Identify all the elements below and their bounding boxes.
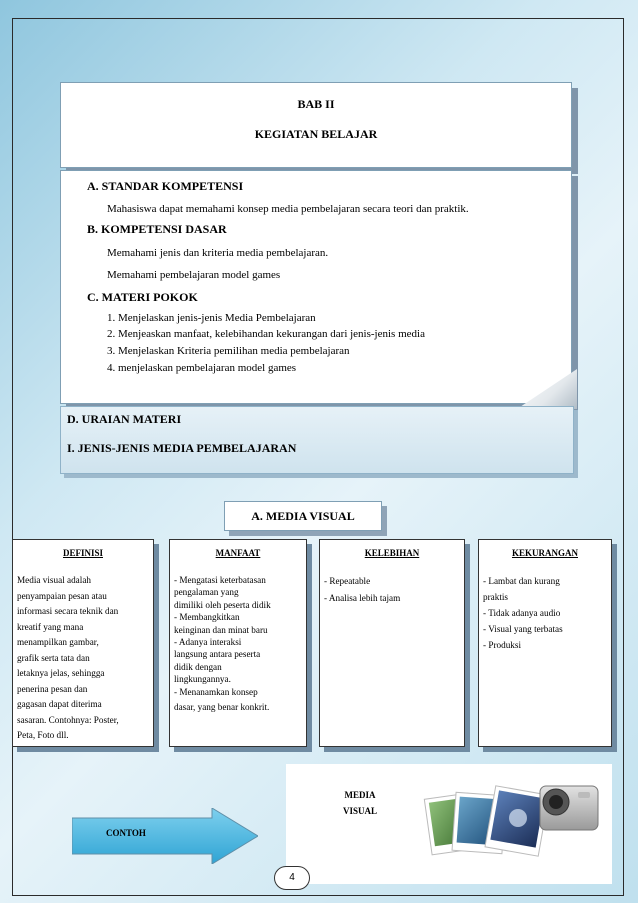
standar-kompetensi-heading: A. STANDAR KOMPETENSI: [87, 179, 244, 193]
kelebihan-body: [324, 573, 460, 607]
materi-pokok-item: 1. Menjelaskan jenis-jenis Media Pembelajaran: [107, 312, 316, 324]
media-visual-title: A. MEDIA VISUAL: [224, 501, 382, 531]
kekurangan-line: praktis: [483, 592, 509, 602]
kekurangan-body: [483, 573, 607, 653]
manfaat-line: dimiliki oleh peserta didik: [174, 599, 271, 610]
definisi-body: [17, 573, 149, 744]
manfaat-line: lingkungannya.: [174, 674, 231, 685]
manfaat-line: keinginan dan minat baru: [174, 624, 268, 635]
definisi-box: [12, 539, 154, 747]
definisi-heading: DEFINISI: [62, 548, 103, 558]
camera-icon: [540, 786, 598, 830]
kompetensi-dasar-text-2: Memahami pembelajaran model games: [107, 269, 281, 281]
manfaat-box: [169, 539, 307, 747]
manfaat-line: - Membangkitkan: [174, 612, 240, 623]
manfaat-line: - Adanya interaksi: [174, 637, 242, 648]
standar-kompetensi-text: Mahasiswa dapat memahami konsep media pembelajaran secara teori dan praktik.: [107, 203, 469, 215]
media-visual-label-2: VISUAL: [342, 806, 377, 816]
kekurangan-line: - Produksi: [483, 640, 522, 650]
kelebihan-heading: KELEBIHAN: [364, 548, 420, 558]
manfaat-heading: MANFAAT: [215, 548, 261, 558]
kekurangan-line: - Tidak adanya audio: [483, 608, 561, 618]
definisi-line: Peta, Foto dll.: [17, 730, 69, 740]
media-visual-label-1: MEDIA: [344, 790, 376, 800]
kelebihan-line: - Repeatable: [324, 576, 371, 586]
arrow-right-icon: [72, 808, 258, 864]
materi-pokok-item: 3. Menjelaskan Kriteria pemilihan media pembelajaran: [107, 345, 350, 357]
definisi-line: sasaran. Contohnya: Poster,: [17, 714, 119, 725]
materi-pokok-heading: C. MATERI POKOK: [87, 290, 198, 304]
kompetensi-dasar-heading: B. KOMPETENSI DASAR: [87, 222, 227, 236]
kekurangan-heading: KEKURANGAN: [511, 548, 578, 558]
uraian-materi-box: [60, 406, 574, 474]
manfaat-line: didik dengan: [174, 661, 222, 672]
contoh-panel: [286, 764, 612, 884]
page-number: 4: [274, 866, 310, 890]
page-curl-decoration: [517, 369, 577, 409]
uraian-materi-heading: D. URAIAN MATERI: [67, 412, 182, 426]
chapter-title-box: [60, 82, 572, 168]
kompetensi-dasar-text-1: Memahami jenis dan kriteria media pembelajaran.: [107, 247, 329, 259]
manfaat-line: - Menanamkan konsep: [174, 686, 258, 697]
definisi-line: menampilkan gambar,: [17, 637, 99, 647]
media-visual-illustration: [286, 764, 612, 884]
kekurangan-line: - Lambat dan kurang: [483, 576, 560, 586]
kelebihan-box: [319, 539, 465, 747]
definisi-line: kreatif yang mana: [17, 621, 84, 632]
manfaat-line: dasar, yang benar konkrit.: [174, 702, 270, 713]
definisi-line: penerina pesan dan: [17, 683, 88, 694]
kekurangan-line: - Visual yang terbatas: [483, 624, 563, 634]
definisi-line: penyampaian pesan atau: [17, 590, 107, 601]
definisi-line: grafik serta tata dan: [17, 652, 90, 663]
kekurangan-box: [478, 539, 612, 747]
manfaat-line: langsung antara peserta: [174, 649, 261, 660]
chapter-subtitle: KEGIATAN BELAJAR: [254, 127, 378, 141]
materi-pokok-item: 2. Menjeaskan manfaat, kelebihandan kekurangan dari jenis-jenis media: [107, 328, 425, 340]
materi-pokok-item: 4. menjelaskan pembelajaran model games: [107, 362, 297, 374]
contoh-arrow: [72, 808, 258, 864]
kelebihan-line: - Analisa lebih tajam: [324, 593, 401, 603]
contoh-label: CONTOH: [106, 828, 146, 838]
competency-box: [60, 170, 572, 404]
photo-print-icon: [485, 786, 549, 856]
definisi-line: informasi secara teknik dan: [17, 606, 119, 616]
manfaat-body: [174, 574, 302, 713]
definisi-line: letaknya jelas, sehingga: [17, 668, 105, 678]
definisi-line: gagasan dapat diterima: [17, 699, 102, 709]
manfaat-line: - Mengatasi keterbatasan: [174, 575, 266, 585]
definisi-line: Media visual adalah: [17, 575, 91, 585]
jenis-media-heading: I. JENIS-JENIS MEDIA PEMBELAJARAN: [67, 441, 297, 455]
manfaat-line: pengalaman yang: [174, 587, 239, 598]
chapter-title: BAB II: [297, 97, 335, 111]
